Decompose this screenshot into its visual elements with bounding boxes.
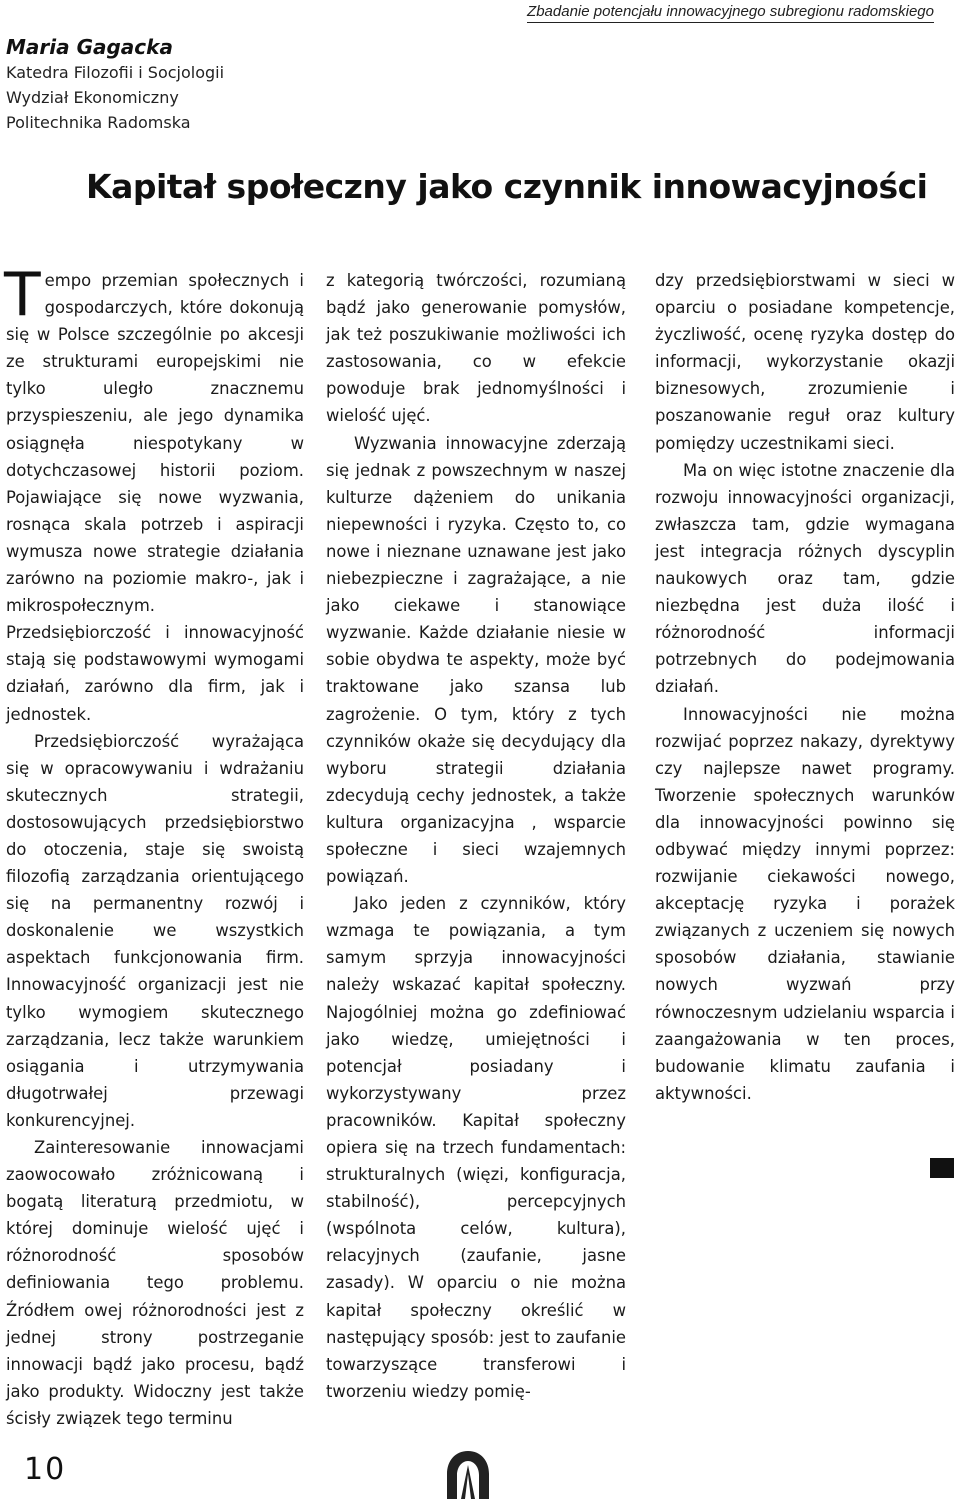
paragraph: z kategorią twórczości, rozumianą bądź jako generowanie pomysłów, jak też poszukiwanie możliwości ich zastosowania, co w efekcie powoduje brak jednomyślności i wielość ujęć.	[326, 271, 626, 426]
text-column-2	[326, 267, 626, 1405]
drop-cap: T	[4, 260, 41, 330]
paragraph: Zainteresowanie innowacjami zaowocowało zróżnicowaną i bogatą literaturą przedmiotu, w której dominuje wielość ujęć i różnorodność sposobów definiowania tego problemu. Źródłem owej różnorodności jest z jednej strony postrzeganie innowacji bądź jako procesu, bądź jako produkty. Widoczny jest także ścisły związek tego terminu	[6, 1138, 304, 1428]
author-block	[6, 34, 224, 135]
page-number: 10	[24, 1452, 67, 1487]
author-affiliation-faculty: Wydział Ekonomiczny	[6, 88, 179, 107]
paragraph: Wyzwania innowacyjne zderzają się jednak z powszechnym w naszej kulturze dążeniem do unikania niepewności i ryzyka. Często to, co nowe i nieznane uznawane jest jako niebezpieczne i zagrażające, a nie jako ciekawe i stanowiące wyzwanie. Każde działanie niesie w sobie obydwa te aspekty, może być traktowane jako szansa lub zagrożenie. O tym, który z tych czynników okaże się decydujący dla wyboru strategii działania zdecydują cechy jednostek, a także kultura organizacyjna , wsparcie społeczne i sieci wzajemnych powiązań.	[326, 433, 626, 887]
author-affiliation-department: Katedra Filozofii i Socjologii	[6, 63, 225, 82]
paragraph: empo przemian społecznych i gospodarczych, które dokonują się w Polsce szczególnie po akcesji ze strukturami europejskimi nie tylko uległo znacznemu przyspieszeniu, ale jego dynamika osiągnęła niespotykany w dotychczasowej historii poziom. Pojawiające się nowe wyzwania, rosnąca skala potrzeb i aspiracji wymusza nowe strategie działania zarówno na poziomie makro-, jak i mikrospołecznym. Przedsiębiorczość i innowacyjność stają się podstawowymi wymogami działań, zarówno dla firm, jak i jednostek.	[6, 271, 304, 724]
author-affiliation-university: Politechnika Radomska	[6, 113, 191, 132]
end-of-article-square-icon	[930, 1158, 954, 1178]
running-header: Zbadanie potencjału innowacyjnego subregionu radomskiego	[527, 0, 934, 23]
publisher-logo-icon	[444, 1448, 492, 1499]
text-column-1	[4, 260, 304, 1432]
paragraph: Innowacyjności nie można rozwijać poprzez nakazy, dyrektywy czy najlepsze nawet programy. Tworzenie społecznych warunków dla innowacyjności powinno się odbywać między innymi poprzez: rozwijanie ciekawości nowego, akceptację ryzyka i porażek związanych z uczeniem się nowych sposobów działania, stawianie nowych wyzwań przy równoczesnym udzielaniu wsparcia i zaangażowania w ten proces, budowanie klimatu zaufania i aktywności.	[655, 704, 955, 1103]
text-column-3	[655, 267, 955, 1107]
author-name: Maria Gagacka	[6, 35, 173, 59]
paragraph: Ma on więc istotne znaczenie dla rozwoju innowacyjności organizacji, zwłaszcza tam, gdzie wymagana jest integracja różnych dyscyplin naukowych oraz tam, gdzie niezbędna jest duża ilość i różnorodność informacji potrzebnych do podejmowania działań.	[655, 460, 955, 697]
article-title: Kapitał społeczny jako czynnik innowacyjności	[86, 167, 928, 206]
paragraph: dzy przedsiębiorstwami w sieci w oparciu o posiadane kompetencje, życzliwość, ocenę ryzyka dostęp do informacji, wykorzystanie okazji biznesowych, zrozumienie i poszanowanie reguł oraz kultury pomiędzy uczestnikami sieci.	[655, 271, 955, 453]
paragraph: Jako jeden z czynników, który wzmaga te powiązania, a tym samym sprzyja innowacyjności należy wskazać kapitał społeczny. Najogólniej można go zdefiniować jako wiedzę, umiejętności i potencjał posiadany i wykorzystywany przez pracowników. Kapitał społeczny opiera się na trzech fundamentach: strukturalnych (więzi, konfiguracja, stabilność), percepcyjnych (wspólnota celów, kultura), relacyjnych (zaufanie, jasne zasady). W oparciu o nie można kapitał społeczny określić w następujący sposób: jest to zaufanie towarzyszące transferowi i tworzeniu wiedzy pomię-	[326, 894, 626, 1401]
paragraph: Przedsiębiorczość wyrażająca się w opracowywaniu i wdrażaniu skutecznych strategii, dostosowujących przedsiębiorstwo do otoczenia, staje się swoistą filozofią zarządzania orientującego się na permanentny rozwój i doskonalenie we wszystkich aspektach funkcjonowania firm. Innowacyjność organizacji jest nie tylko wymogiem skutecznego zarządzania, lecz także warunkiem osiągania i utrzymywania długotrwałej przewagi konkurencyjnej.	[6, 731, 304, 1130]
